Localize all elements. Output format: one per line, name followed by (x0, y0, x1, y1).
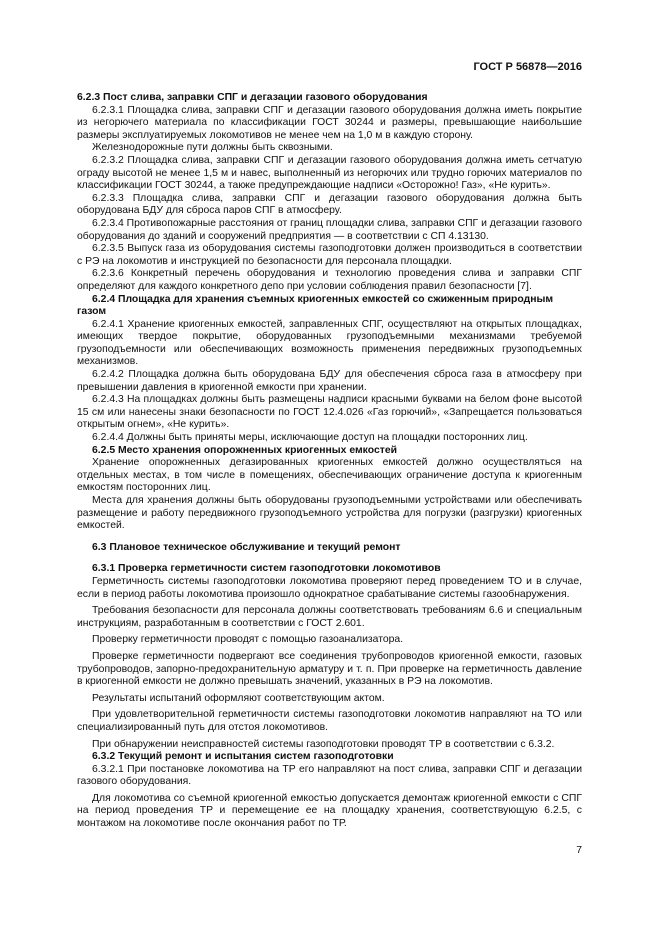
paragraph: 6.2.4.1 Хранение криогенных емкостей, заправленных СПГ, осуществляют на открытых площадках, имеющих твердое покрытие, оборудованных грузоподъемными механизмами требуемой грузоподъемности или обеспечивающих возможность применения передвижных грузоподъемных механизмов. (77, 318, 582, 368)
paragraph: Результаты испытаний оформляют соответствующим актом. (92, 692, 385, 704)
section-heading: 6.2.3 Пост слива, заправки СПГ и дегазации газового оборудования (77, 92, 428, 103)
document-id: ГОСТ Р 56878—2016 (473, 61, 582, 73)
paragraph: Железнодорожные пути должны быть сквозными. (92, 142, 333, 154)
page-number: 7 (576, 845, 582, 856)
paragraph: При обнаружении неисправностей системы газоподготовки проводят ТР в соответствии с 6.3.2. (92, 738, 555, 750)
section-heading: 6.3 Плановое техническое обслуживание и текущий ремонт (92, 541, 401, 553)
section-heading: 6.2.5 Место хранения опорожненных криогенных емкостей (92, 444, 397, 456)
paragraph: 6.2.3.1 Площадка слива, заправки СПГ и дегазации газового оборудования должна иметь покрытие из негорючего материала по классификации ГОСТ 30244 и размеры, превышающие наибольшие размеры эксплуатируемых локомотивов не менее чем на 1,0 м в каждую сторону. (77, 104, 582, 141)
paragraph: Проверку герметичности проводят с помощью газоанализатора. (92, 634, 404, 646)
paragraph: Герметичность системы газоподготовки локомотива проверяют перед проведением ТО и в случае, если в период работы локомотива произошло однократное срабатывание системы газообнаружения. (77, 575, 582, 600)
paragraph: Для локомотива со съемной криогенной емкостью допускается демонтаж криогенной емкости с СПГ на период проведения ТР и перемещение ее на площадку хранения, соответствующую 6.2.5, с монтажом на локомотиве после окончания работ по ТР. (77, 792, 582, 830)
paragraph: 6.2.4.3 На площадках должны быть размещены надписи красными буквами на белом фоне высотой 15 см или нанесены знаки безопасности по ГОСТ 12.4.026 «Газ горючий», «Запрещается пользоваться открытым огнем», «Не курить». (77, 394, 582, 431)
paragraph: 6.2.3.2 Площадка слива, заправки СПГ и дегазации газового оборудования должна иметь сетчатую ограду высотой не менее 1,5 м и навес, выполненный из негорючих или трудно горючих материалов по классификации ГОСТ 30244, а также предупреждающие надписи «Осторожно! Газ», «Не курить». (77, 154, 582, 192)
section-heading: 6.3.1 Проверка герметичности систем газоподготовки локомотивов (92, 563, 441, 575)
paragraph: Требования безопасности для персонала должны соответствовать требованиям 6.6 и специальным инструкциям, разработанным в соответствии с ГОСТ 2.601. (77, 605, 582, 629)
paragraph: 6.2.3.3 Площадка слива, заправки СПГ и дегазации газового оборудования должна быть оборудована БДУ для сброса паров СПГ в атмосферу. (77, 192, 582, 217)
paragraph: Проверке герметичности подвергают все соединения трубопроводов криогенной емкости, газовых трубопроводов, запорно-предохранительную арматуру и т. п. При проверке на герметичность давление в криогенной емкости не должно превышать значений, указанных в РЭ на локомотив. (77, 650, 582, 688)
section-heading: 6.3.2 Текущий ремонт и испытания систем газоподготовки (92, 751, 394, 763)
paragraph: 6.2.3.5 Выпуск газа из оборудования системы газоподготовки должен производиться в соответствии с РЭ на локомотив и инструкцией по безопасности для персонала площадки. (77, 243, 582, 267)
paragraph: 6.2.4.2 Площадка должна быть оборудована БДУ для обеспечения сброса газа в атмосферу при превышении давления в криогенной емкости при хранении. (77, 369, 582, 393)
paragraph: 6.2.3.4 Противопожарные расстояния от границ площадки слива, заправки СПГ и дегазации газового оборудования до зданий и сооружений предприятия — в соответствии с СП 4.13130. (77, 217, 582, 242)
paragraph: Хранение опорожненных дегазированных криогенных емкостей должно осуществляться на отдельных местах, в том числе в помещениях, обеспечивающих ограничение доступа к криогенным емкостям посторонних лиц. (77, 457, 582, 494)
section-heading: 6.2.4 Площадка для хранения съемных криогенных емкостей со сжиженным природным газом (77, 293, 554, 318)
paragraph: 6.3.2.1 При постановке локомотива на ТР его направляют на пост слива, заправки СПГ и дегазации газового оборудования. (77, 763, 582, 788)
paragraph: 6.2.4.4 Должны быть приняты меры, исключающие доступ на площадки посторонних лиц. (92, 432, 528, 444)
paragraph: Места для хранения должны быть оборудованы грузоподъемными устройствами или обеспечивать размещение и работу передвижного грузоподъемного устройства для погрузки (разгрузки) криогенных емкостей. (77, 495, 582, 532)
paragraph: 6.2.3.6 Конкретный перечень оборудования и технологию проведения слива и заправки СПГ определяют для каждого конкретного депо при условии соблюдения правил безопасности [7]. (77, 268, 582, 292)
paragraph: При удовлетворительной герметичности системы газоподготовки локомотив направляют на ТО или специализированный путь для отстоя локомотивов. (77, 709, 582, 733)
document-body (77, 92, 582, 831)
